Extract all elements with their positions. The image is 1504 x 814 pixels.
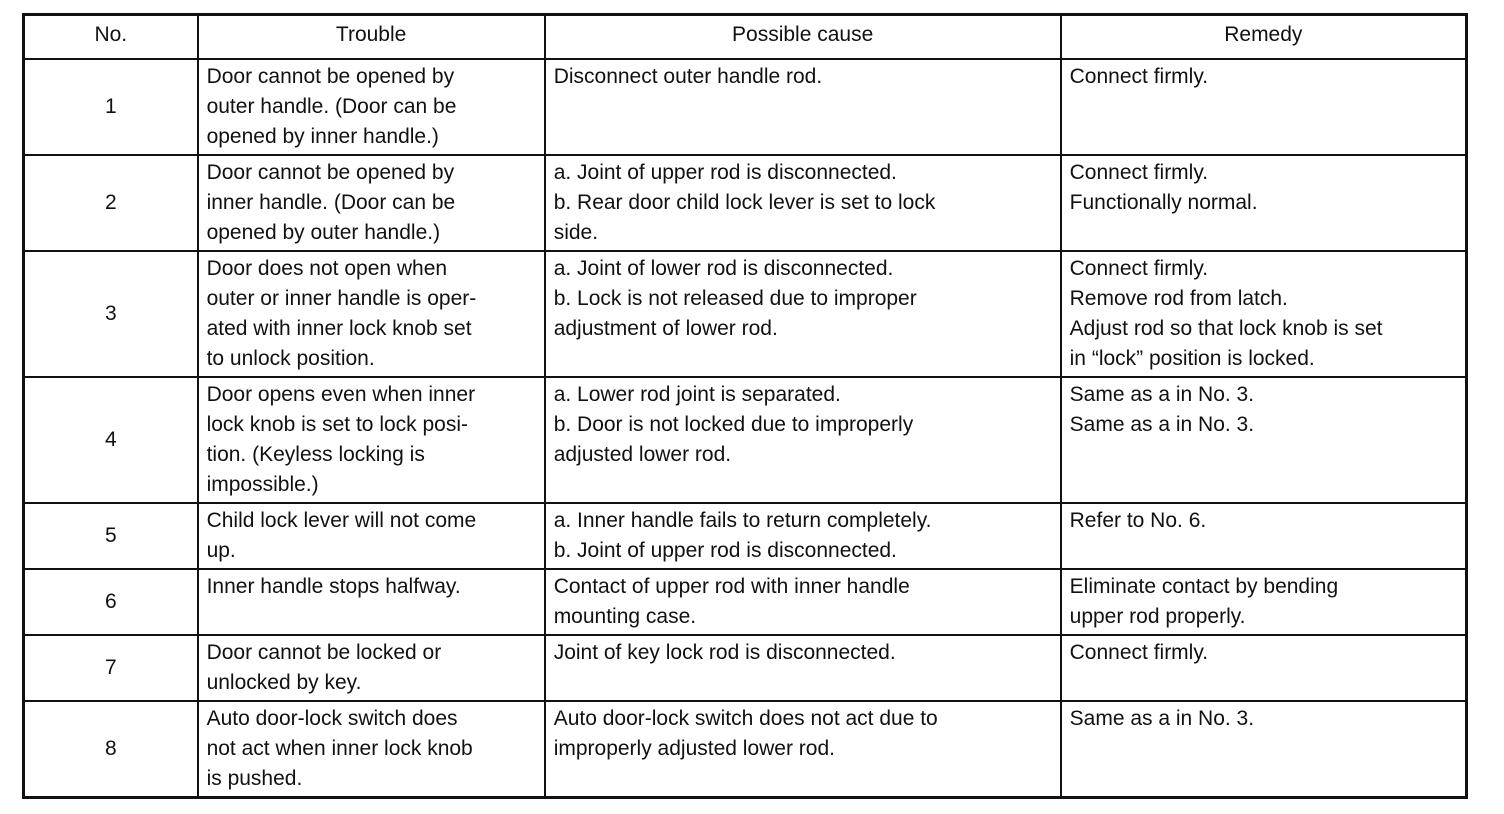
table-row: [24, 377, 1467, 503]
trouble-cell-line: Auto door-lock switch does: [206, 707, 458, 730]
troubleshooting-table: [22, 13, 1468, 799]
possible-cause-cell-line: a. Lower rod joint is separated.: [553, 383, 841, 406]
row-number: 6: [24, 569, 198, 635]
trouble-cell: [198, 377, 545, 503]
possible-cause-cell: [545, 59, 1061, 155]
trouble-cell-line: Door cannot be opened by: [206, 161, 455, 184]
trouble-cell-line: Child lock lever will not come: [206, 509, 477, 532]
remedy-cell-line: in “lock” position is locked.: [1069, 347, 1315, 370]
remedy-cell-line: Remove rod from latch.: [1069, 287, 1288, 310]
possible-cause-cell-line: Joint of key lock rod is disconnected.: [553, 641, 896, 664]
remedy-cell-line: Connect firmly.: [1069, 641, 1209, 664]
possible-cause-cell-line: b. Rear door child lock lever is set to lock: [553, 191, 936, 214]
trouble-cell-line: outer handle. (Door can be: [206, 95, 457, 118]
row-number: 7: [24, 635, 198, 701]
table-row: [24, 635, 1467, 701]
trouble-cell: [198, 59, 545, 155]
header-row: [24, 15, 1467, 60]
remedy-cell: [1061, 59, 1467, 155]
trouble-cell: [198, 503, 545, 569]
possible-cause-cell-line: a. Joint of lower rod is disconnected.: [553, 257, 894, 280]
row-number: 2: [24, 155, 198, 251]
possible-cause-cell: [545, 635, 1061, 701]
trouble-cell-line: Door does not open when: [206, 257, 448, 280]
header-remedy: Remedy: [1061, 15, 1467, 60]
trouble-cell-line: to unlock position.: [206, 347, 375, 370]
remedy-cell: [1061, 569, 1467, 635]
possible-cause-cell: [545, 503, 1061, 569]
header-possible-cause: Possible cause: [545, 15, 1061, 60]
trouble-cell-line: Door opens even when inner: [206, 383, 476, 406]
possible-cause-cell-line: side.: [553, 221, 599, 244]
row-number: 5: [24, 503, 198, 569]
remedy-cell-line: Connect firmly.: [1069, 257, 1209, 280]
row-number: 4: [24, 377, 198, 503]
trouble-cell: [198, 635, 545, 701]
trouble-cell-line: is pushed.: [206, 767, 303, 790]
trouble-cell: [198, 569, 545, 635]
row-number: 3: [24, 251, 198, 377]
possible-cause-cell: [545, 155, 1061, 251]
possible-cause-cell: [545, 377, 1061, 503]
possible-cause-cell-line: b. Door is not locked due to improperly: [553, 413, 914, 436]
remedy-cell: [1061, 635, 1467, 701]
trouble-cell-line: lock knob is set to lock posi-: [206, 413, 469, 436]
table-row: [24, 251, 1467, 377]
trouble-cell-line: opened by outer handle.): [206, 221, 441, 244]
remedy-cell-line: Adjust rod so that lock knob is set: [1069, 317, 1383, 340]
remedy-cell-line: Same as a in No. 3.: [1069, 413, 1255, 436]
table-row: [24, 701, 1467, 798]
remedy-cell-line: upper rod properly.: [1069, 605, 1246, 628]
possible-cause-cell-line: a. Joint of upper rod is disconnected.: [553, 161, 897, 184]
remedy-cell-line: Same as a in No. 3.: [1069, 707, 1255, 730]
table-row: [24, 59, 1467, 155]
possible-cause-cell: [545, 701, 1061, 798]
remedy-cell-line: Refer to No. 6.: [1069, 509, 1207, 532]
possible-cause-cell-line: mounting case.: [553, 605, 697, 628]
row-number: 1: [24, 59, 198, 155]
possible-cause-cell-line: Auto door-lock switch does not act due to: [553, 707, 938, 730]
trouble-cell: [198, 701, 545, 798]
trouble-cell: [198, 155, 545, 251]
trouble-cell-line: ated with inner lock knob set: [206, 317, 472, 340]
remedy-cell-line: Functionally normal.: [1069, 191, 1258, 214]
trouble-cell-line: not act when inner lock knob: [206, 737, 473, 760]
table-body: [24, 59, 1467, 798]
trouble-cell: [198, 251, 545, 377]
remedy-cell: [1061, 701, 1467, 798]
possible-cause-cell-line: improperly adjusted lower rod.: [553, 737, 835, 760]
table-row: [24, 569, 1467, 635]
trouble-cell-line: Door cannot be opened by: [206, 65, 455, 88]
possible-cause-cell-line: a. Inner handle fails to return completely.: [553, 509, 932, 532]
trouble-cell-line: impossible.): [206, 473, 319, 496]
possible-cause-cell-line: b. Joint of upper rod is disconnected.: [553, 539, 897, 562]
remedy-cell: [1061, 155, 1467, 251]
trouble-cell-line: outer or inner handle is oper-: [206, 287, 477, 310]
trouble-cell-line: Door cannot be locked or: [206, 641, 442, 664]
possible-cause-cell: [545, 569, 1061, 635]
possible-cause-cell-line: Contact of upper rod with inner handle: [553, 575, 910, 598]
remedy-cell: [1061, 377, 1467, 503]
possible-cause-cell-line: b. Lock is not released due to improper: [553, 287, 917, 310]
trouble-cell-line: Inner handle stops halfway.: [206, 575, 461, 598]
possible-cause-cell: [545, 251, 1061, 377]
trouble-cell-line: opened by inner handle.): [206, 125, 439, 148]
trouble-cell-line: unlocked by key.: [206, 671, 362, 694]
possible-cause-cell-line: Disconnect outer handle rod.: [553, 65, 823, 88]
possible-cause-cell-line: adjusted lower rod.: [553, 443, 732, 466]
trouble-cell-line: up.: [206, 539, 236, 562]
trouble-cell-line: tion. (Keyless locking is: [206, 443, 425, 466]
remedy-cell: [1061, 503, 1467, 569]
table-row: [24, 503, 1467, 569]
table-row: [24, 155, 1467, 251]
header-no: No.: [24, 15, 198, 60]
header-trouble: Trouble: [198, 15, 545, 60]
remedy-cell-line: Connect firmly.: [1069, 161, 1209, 184]
remedy-cell-line: Eliminate contact by bending: [1069, 575, 1339, 598]
remedy-cell-line: Connect firmly.: [1069, 65, 1209, 88]
row-number: 8: [24, 701, 198, 798]
remedy-cell-line: Same as a in No. 3.: [1069, 383, 1255, 406]
trouble-cell-line: inner handle. (Door can be: [206, 191, 456, 214]
remedy-cell: [1061, 251, 1467, 377]
possible-cause-cell-line: adjustment of lower rod.: [553, 317, 778, 340]
